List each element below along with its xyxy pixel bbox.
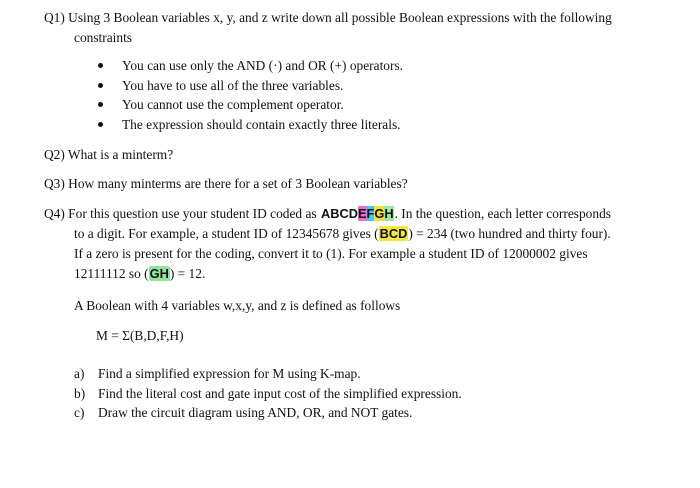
list-item: You cannot use the complement operator. bbox=[88, 95, 403, 115]
list-item: a) Find a simplified expression for M using K-map. bbox=[74, 366, 361, 381]
q1-intro-cont: constraints bbox=[74, 30, 133, 45]
code-letter-d: D bbox=[348, 206, 358, 221]
code-letter-h: H bbox=[384, 206, 394, 221]
example-gh: GH bbox=[149, 266, 169, 281]
bullet-icon bbox=[98, 83, 103, 88]
code-letter-c: C bbox=[339, 206, 349, 221]
q3-text: Q3) How many minterms are there for a set of 3 Boolean variables? bbox=[44, 176, 408, 191]
list-item: b) Find the literal cost and gate input cost of the simplified expression. bbox=[74, 385, 462, 401]
bullet-icon bbox=[98, 63, 103, 68]
code-letter-g: G bbox=[374, 206, 385, 221]
q4-line3: If a zero is present for the coding, convert it to (1). For example a student ID of 12000002 gives bbox=[74, 246, 588, 261]
question-4 bbox=[44, 204, 682, 284]
student-id-code bbox=[320, 206, 395, 221]
list-item: The expression should contain exactly three literals. bbox=[88, 115, 403, 135]
bullet-icon bbox=[98, 122, 103, 127]
code-letter-b: B bbox=[330, 206, 340, 221]
boolean-intro: A Boolean with 4 variables w,x,y, and z is defined as follows bbox=[74, 298, 401, 313]
q4-line1: Q4) For this question use your student ID coded as ABCDEFGH. In the question, each letter corresponds bbox=[44, 206, 611, 221]
q1-intro: Q1) Using 3 Boolean variables x, y, and z write down all possible Boolean expressions with the following bbox=[44, 10, 612, 25]
equation: M = Σ(B,D,F,H) bbox=[96, 328, 184, 343]
question-1 bbox=[44, 8, 682, 48]
question-3 bbox=[44, 174, 682, 194]
code-letter-f: F bbox=[366, 206, 375, 221]
list-item: c) Draw the circuit diagram using AND, OR, and NOT gates. bbox=[74, 405, 413, 420]
q1-constraints-list bbox=[88, 56, 403, 134]
list-item: You have to use all of the three variables. bbox=[88, 76, 403, 96]
example-bcd: BCD bbox=[379, 226, 408, 241]
code-letter-a: A bbox=[320, 206, 331, 221]
list-item: You can use only the AND (·) and OR (+) operators. bbox=[88, 56, 403, 76]
q4-parts-list bbox=[74, 364, 462, 423]
q2-text: Q2) What is a minterm? bbox=[44, 147, 174, 162]
bullet-icon bbox=[98, 102, 103, 107]
q4-line2: to a digit. For example, a student ID of 12345678 gives (BCD) = 234 (two hundred and thirty four). bbox=[74, 226, 611, 241]
q4-line4: 12111112 so (GH) = 12. bbox=[74, 266, 206, 281]
code-letter-e: E bbox=[357, 206, 367, 221]
question-2 bbox=[44, 145, 682, 165]
